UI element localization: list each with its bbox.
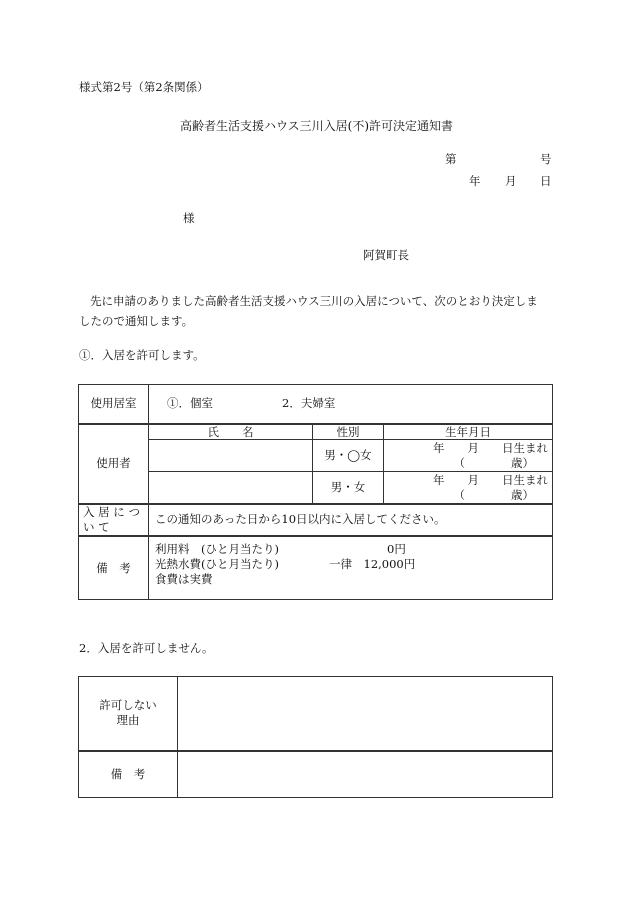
document-title: 高齢者生活支援ハウス三川入居(不)許可決定通知書 [180,119,454,133]
room-option-couple: 2．夫婦室 [282,396,336,411]
date-day: 日 [540,174,552,188]
section2-heading: 2．入居を許可しません。 [79,641,214,655]
user1-birthdate-line1: 年 月 日生まれ [433,441,549,455]
user2-sex: 男・女 [313,472,384,504]
user-label: 使用者 [79,424,149,504]
rejection-reason-cell [178,677,553,751]
remarks-content [149,536,553,600]
room-label: 使用居室 [79,385,149,424]
date-year: 年 [469,174,481,188]
room-options [149,385,553,424]
date-month: 月 [505,174,517,188]
rejection-remarks-cell [178,751,553,798]
user1-birthdate [384,440,553,472]
body-text-line1: 先に申請のありました高齢者生活支援ハウス三川の入居について、次のとおり決定しま [90,294,538,308]
rejection-table [78,676,553,798]
fee-meal-label: 食費は実費 [155,571,213,586]
section1-heading: ①．入居を許可します。 [79,348,205,362]
move-in-label-line2: い て [83,519,110,534]
issuer-name: 阿賀町長 [363,248,409,262]
rejection-reason-label [79,677,178,751]
user1-sex: 男・◯女 [313,440,384,472]
col-header-name: 氏 名 [149,424,313,440]
rejection-reason-label-line2: 理由 [116,713,140,728]
user1-name-cell [149,440,313,472]
remarks-label: 備 考 [79,536,149,600]
rejection-remarks-label: 備 考 [79,751,178,798]
fee-usage-value: 0円 [387,541,406,556]
user2-birthdate-line1: 年 月 日生まれ [433,472,549,487]
fee-usage-label: 利用料 (ひと月当たり) [155,541,279,556]
body-text-line2: したので通知します。 [79,314,194,328]
move-in-text: この通知のあった日から10日以内に入居してください。 [149,504,553,536]
doc-number-suffix: 号 [540,152,552,166]
user2-age: （ 歳） [453,487,535,502]
move-in-label-line1: 入 居 に つ [83,505,140,519]
addressee-suffix: 様 [183,211,195,225]
user1-age: （ 歳） [453,455,535,470]
doc-number-prefix: 第 [445,152,457,166]
col-header-birthdate: 生年月日 [384,424,553,440]
col-header-sex: 性別 [313,424,384,440]
user2-birthdate [384,472,553,504]
form-number-label: 様式第2号（第2条関係） [79,80,209,94]
permit-table [78,384,553,600]
fee-utility-value: 一律 12,000円 [329,556,416,571]
room-option-single: ①．個室 [167,396,213,411]
fee-utility-label: 光熱水費(ひと月当たり) [155,556,279,571]
rejection-reason-label-line1: 許可しない [99,698,157,713]
user2-name-cell [149,472,313,504]
move-in-label [79,504,149,536]
